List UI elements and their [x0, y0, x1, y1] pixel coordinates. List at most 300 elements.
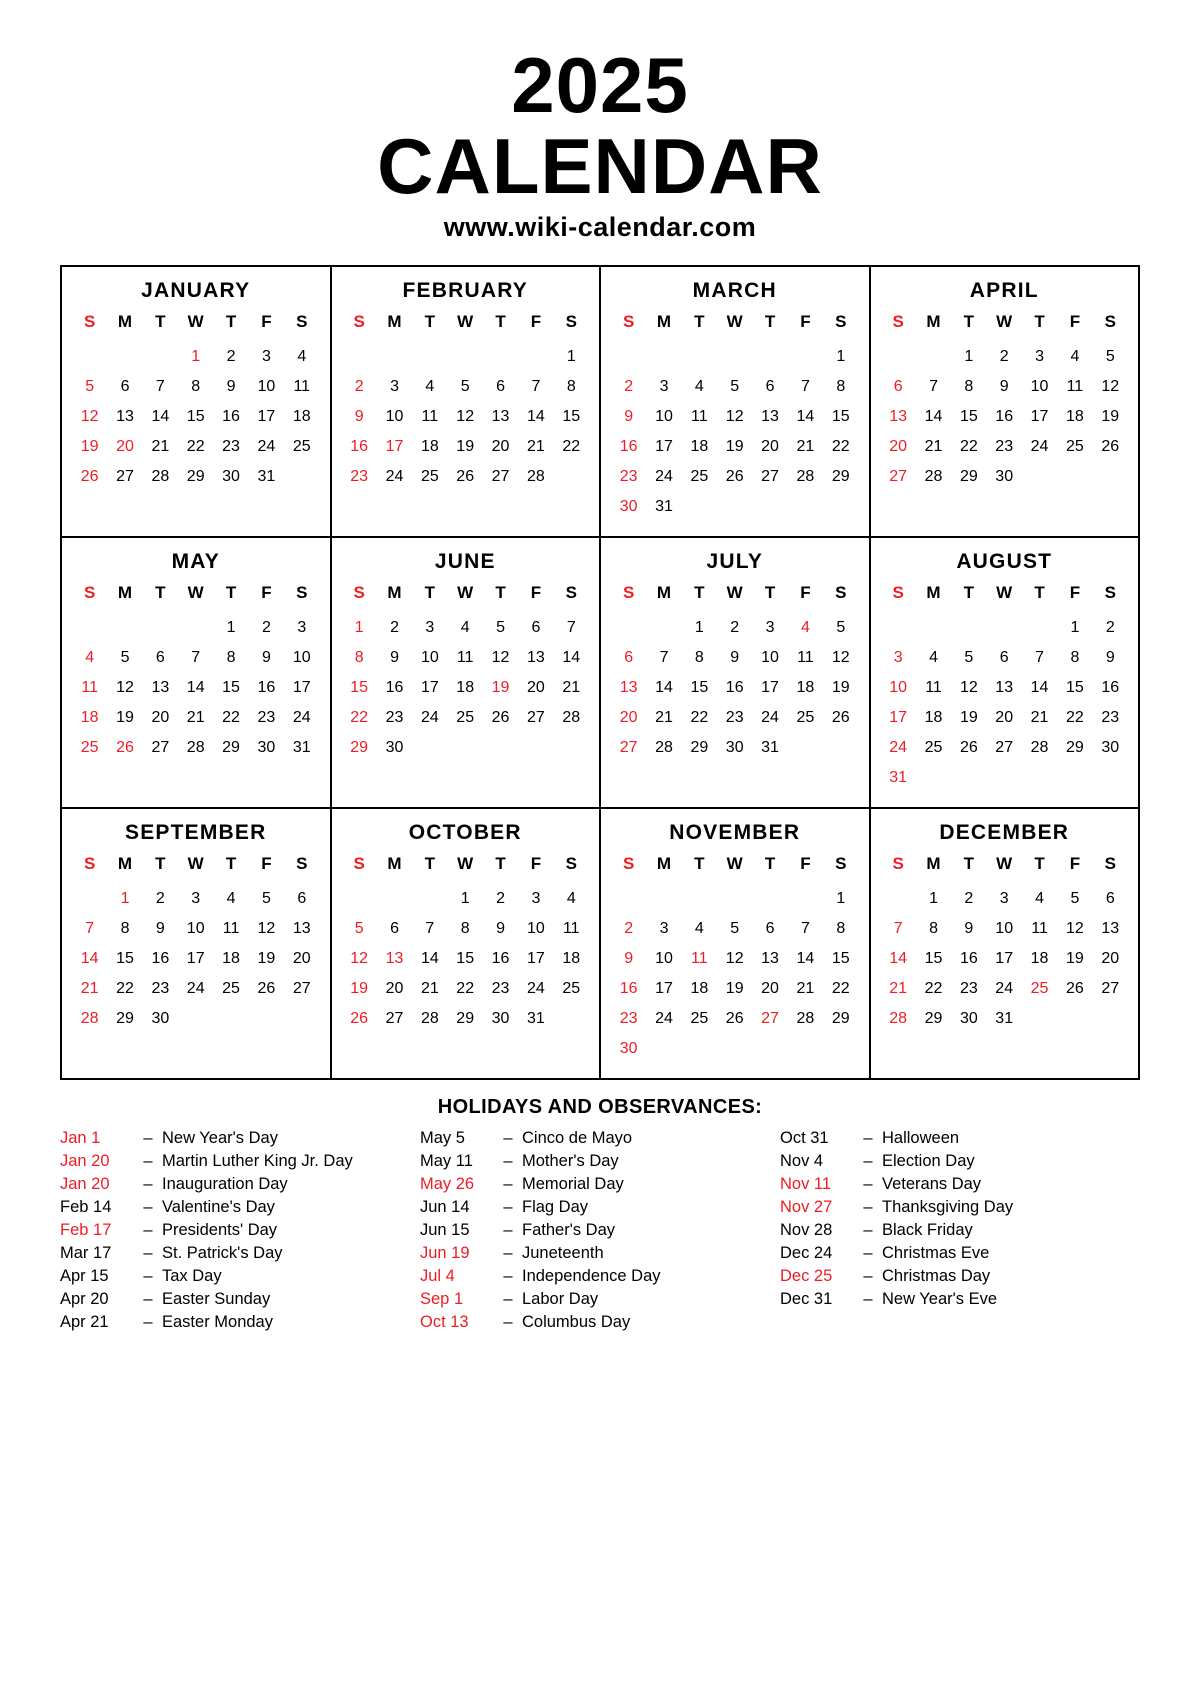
holiday-date: Oct 13 — [420, 1312, 469, 1331]
weekday-header: F — [261, 853, 272, 873]
day-cell: 24 — [385, 467, 404, 485]
weekday-header: F — [530, 853, 542, 873]
week-row — [72, 974, 320, 1004]
holiday-row — [420, 1150, 780, 1173]
day-cell: 30 — [619, 1039, 638, 1057]
day-cell-empty — [646, 884, 681, 914]
day-cell: 9 — [624, 949, 634, 967]
day-cell: 27 — [491, 467, 510, 485]
day-cell: 3 — [390, 377, 399, 395]
day-cell: 19 — [831, 678, 850, 696]
day-cell: 23 — [619, 467, 638, 485]
month-title: SEPTEMBER — [125, 820, 267, 844]
day-cell: 17 — [995, 949, 1014, 967]
day-cell: 23 — [725, 708, 744, 726]
week-row — [881, 1004, 1129, 1034]
day-cell: 8 — [694, 648, 704, 666]
calendar-grid — [60, 265, 1140, 1080]
day-cell: 8 — [929, 919, 938, 937]
day-cell: 13 — [1101, 919, 1120, 937]
day-cell: 2 — [964, 889, 974, 907]
day-cell: 16 — [725, 678, 744, 696]
weekday-header: M — [656, 853, 672, 873]
day-cell: 14 — [889, 949, 908, 967]
day-cell-empty — [788, 733, 823, 763]
weekday-header: W — [996, 582, 1013, 602]
day-cell-empty — [752, 1034, 787, 1064]
day-cell: 19 — [116, 708, 134, 726]
day-cell: 13 — [526, 648, 545, 666]
day-cell: 24 — [655, 1009, 673, 1027]
day-cell: 13 — [491, 407, 510, 425]
day-cell: 26 — [1065, 979, 1084, 997]
day-cell: 22 — [350, 708, 369, 726]
holiday-date: Nov 27 — [780, 1197, 833, 1216]
holiday-row — [780, 1127, 1140, 1150]
holiday-name: Flag Day — [522, 1197, 589, 1216]
day-cell: 21 — [796, 979, 815, 997]
day-cell: 17 — [655, 979, 673, 997]
day-cell-empty — [412, 733, 447, 763]
holiday-row — [60, 1173, 420, 1196]
month-block-february — [332, 267, 602, 536]
week-row — [72, 703, 320, 733]
day-cell: 8 — [226, 648, 236, 666]
day-cell: 23 — [350, 467, 369, 485]
weekday-header: S — [623, 853, 635, 873]
holiday-name: Labor Day — [522, 1289, 599, 1308]
holiday-date: Dec 31 — [780, 1289, 833, 1308]
day-cell-empty — [518, 733, 553, 763]
day-cell: 15 — [690, 678, 709, 696]
day-cell: 22 — [222, 708, 240, 726]
day-cell: 22 — [186, 437, 205, 455]
day-cell: 8 — [354, 648, 364, 666]
day-cell: 7 — [929, 377, 938, 395]
day-cell: 16 — [151, 949, 170, 967]
day-cell: 11 — [797, 648, 814, 666]
day-cell-empty — [1022, 462, 1057, 492]
week-row — [611, 342, 859, 372]
day-cell-empty — [881, 342, 916, 372]
day-cell-empty — [1022, 1004, 1057, 1034]
day-cell-empty — [178, 1004, 213, 1034]
day-cell: 27 — [1101, 979, 1120, 997]
day-cell: 6 — [297, 889, 307, 907]
day-cell: 27 — [761, 467, 779, 485]
weekday-header: T — [1034, 311, 1045, 331]
holiday-date: Jan 1 — [60, 1128, 101, 1147]
day-cell-empty — [752, 492, 787, 522]
day-cell: 27 — [761, 1009, 779, 1027]
day-cell: 22 — [456, 979, 475, 997]
week-row — [72, 914, 320, 944]
month-block-september — [62, 809, 332, 1078]
day-cell: 17 — [889, 708, 908, 726]
day-cell: 15 — [959, 407, 978, 425]
day-cell: 6 — [999, 648, 1009, 666]
day-cell: 20 — [526, 678, 545, 696]
week-row — [342, 402, 590, 432]
day-cell: 16 — [491, 949, 510, 967]
day-cell: 4 — [929, 648, 938, 666]
weekday-header: T — [1034, 853, 1045, 873]
holiday-date: Dec 24 — [780, 1243, 833, 1262]
weekday-header: S — [565, 311, 577, 331]
holiday-name: Father's Day — [522, 1220, 616, 1239]
holiday-name: Mother's Day — [522, 1151, 619, 1170]
day-cell-empty — [143, 342, 178, 372]
day-cell: 5 — [85, 377, 95, 395]
weekday-header: M — [117, 582, 133, 602]
holiday-date: Dec 25 — [780, 1266, 833, 1285]
holiday-dash: – — [503, 1220, 513, 1239]
day-cell: 6 — [390, 919, 399, 937]
week-row — [881, 733, 1129, 763]
week-row — [342, 703, 590, 733]
day-cell: 18 — [1030, 949, 1049, 967]
month-day-grid — [342, 312, 590, 492]
day-cell: 14 — [1030, 678, 1049, 696]
day-cell: 19 — [1065, 949, 1084, 967]
weekday-header: T — [764, 853, 776, 873]
day-cell: 12 — [959, 678, 978, 696]
month-block-march — [601, 267, 871, 536]
month-day-grid — [611, 583, 859, 763]
day-cell: 25 — [222, 979, 240, 997]
weekday-header: T — [495, 582, 506, 602]
page-header — [0, 0, 1200, 243]
week-row — [611, 944, 859, 974]
week-row — [611, 673, 859, 703]
day-cell: 20 — [995, 708, 1014, 726]
weekday-header: S — [835, 311, 847, 331]
day-cell: 4 — [800, 618, 810, 636]
weekday-header: T — [155, 853, 166, 873]
day-cell: 18 — [796, 678, 815, 696]
day-cell: 9 — [496, 919, 505, 937]
day-cell: 5 — [261, 889, 271, 907]
holiday-dash: – — [863, 1243, 873, 1262]
day-cell: 20 — [292, 949, 311, 967]
holiday-row — [420, 1265, 780, 1288]
holiday-name: Easter Monday — [162, 1312, 273, 1331]
day-cell-empty — [143, 613, 178, 643]
day-cell: 29 — [116, 1009, 134, 1027]
day-cell: 28 — [1030, 738, 1049, 756]
day-cell: 28 — [420, 1009, 439, 1027]
day-cell: 14 — [562, 648, 581, 666]
day-cell: 14 — [420, 949, 439, 967]
weekday-header: W — [457, 853, 474, 873]
day-cell: 8 — [566, 377, 576, 395]
day-cell: 18 — [690, 437, 709, 455]
day-cell: 9 — [261, 648, 271, 666]
day-cell: 6 — [531, 618, 541, 636]
day-cell: 12 — [1101, 377, 1120, 395]
holiday-row — [780, 1219, 1140, 1242]
weekday-header: T — [694, 853, 705, 873]
day-cell: 5 — [120, 648, 130, 666]
day-cell: 10 — [761, 648, 779, 666]
weekday-header: T — [424, 853, 436, 873]
day-cell: 6 — [155, 648, 165, 666]
day-cell: 3 — [1035, 347, 1044, 365]
day-cell: 31 — [995, 1009, 1014, 1027]
weekday-header: W — [726, 853, 743, 873]
holiday-row — [420, 1242, 780, 1265]
day-cell: 20 — [151, 708, 170, 726]
day-cell: 1 — [566, 347, 576, 365]
day-cell: 11 — [691, 407, 708, 425]
day-cell: 10 — [1030, 377, 1049, 395]
holiday-name: Tax Day — [162, 1266, 222, 1285]
day-cell: 9 — [1105, 648, 1115, 666]
day-cell: 21 — [924, 437, 943, 455]
day-cell: 12 — [725, 407, 744, 425]
day-cell-empty — [72, 884, 107, 914]
day-cell-empty — [107, 613, 142, 643]
weekday-header: W — [726, 311, 743, 331]
day-cell: 15 — [831, 949, 850, 967]
day-cell: 21 — [562, 678, 581, 696]
day-cell-empty — [213, 1004, 248, 1034]
week-row — [881, 372, 1129, 402]
week-row — [342, 643, 590, 673]
day-cell: 29 — [186, 467, 205, 485]
day-cell: 22 — [1065, 708, 1084, 726]
day-cell: 25 — [562, 979, 581, 997]
day-cell: 12 — [1065, 919, 1084, 937]
day-cell: 17 — [420, 678, 439, 696]
day-cell: 14 — [796, 949, 815, 967]
day-cell: 22 — [116, 979, 134, 997]
day-cell: 28 — [924, 467, 943, 485]
day-cell-empty — [1057, 1004, 1092, 1034]
day-cell: 8 — [191, 377, 201, 395]
day-cell: 15 — [831, 407, 850, 425]
day-cell: 19 — [725, 437, 744, 455]
day-cell-empty — [717, 492, 752, 522]
day-cell-empty — [554, 733, 589, 763]
month-day-grid — [72, 583, 320, 763]
holiday-date: May 11 — [420, 1151, 473, 1170]
day-cell: 30 — [995, 467, 1014, 485]
day-cell: 30 — [619, 497, 638, 515]
month-block-december — [871, 809, 1139, 1078]
weekday-header: T — [424, 582, 436, 602]
holiday-name: New Year's Eve — [882, 1289, 998, 1308]
day-cell: 9 — [354, 407, 364, 425]
day-cell-empty — [823, 733, 858, 763]
day-cell: 5 — [460, 377, 470, 395]
weekday-header: M — [656, 582, 672, 602]
day-cell: 2 — [354, 377, 364, 395]
holidays-columns — [60, 1127, 1140, 1334]
holiday-name: Columbus Day — [522, 1312, 631, 1331]
week-row — [342, 884, 590, 914]
day-cell-empty — [518, 342, 553, 372]
day-cell: 10 — [385, 407, 404, 425]
day-cell: 6 — [624, 648, 634, 666]
weekday-header: S — [353, 582, 365, 602]
weekday-header: T — [764, 311, 776, 331]
day-cell-empty — [1057, 462, 1092, 492]
day-cell: 19 — [456, 437, 475, 455]
day-cell: 20 — [116, 437, 134, 455]
day-cell: 9 — [155, 919, 165, 937]
week-row — [72, 1004, 320, 1034]
day-cell: 29 — [350, 738, 369, 756]
weekday-header: T — [495, 311, 506, 331]
week-row — [611, 733, 859, 763]
month-title: DECEMBER — [939, 820, 1070, 844]
day-cell: 27 — [292, 979, 311, 997]
day-cell: 26 — [80, 467, 99, 485]
month-title: JULY — [706, 549, 764, 573]
day-cell: 2 — [624, 919, 634, 937]
day-cell: 25 — [80, 738, 99, 756]
day-cell: 26 — [831, 708, 850, 726]
weekday-header: T — [963, 582, 975, 602]
week-row — [611, 372, 859, 402]
day-cell: 16 — [385, 678, 404, 696]
week-row — [881, 643, 1129, 673]
day-cell: 23 — [995, 437, 1014, 455]
month-title: JANUARY — [141, 278, 251, 302]
day-cell: 22 — [562, 437, 581, 455]
day-cell-empty — [788, 884, 823, 914]
day-cell: 10 — [655, 407, 673, 425]
day-cell: 21 — [80, 979, 99, 997]
day-cell: 18 — [292, 407, 311, 425]
holidays-column-3 — [780, 1127, 1140, 1334]
day-cell: 26 — [257, 979, 276, 997]
holiday-dash: – — [143, 1312, 153, 1331]
week-row — [881, 342, 1129, 372]
day-cell: 3 — [999, 889, 1009, 907]
day-cell: 11 — [293, 377, 311, 395]
week-row — [611, 914, 859, 944]
day-cell-empty — [342, 884, 377, 914]
day-cell: 30 — [151, 1009, 170, 1027]
day-cell: 3 — [261, 347, 271, 365]
day-cell: 26 — [725, 1009, 744, 1027]
day-cell: 4 — [226, 889, 236, 907]
week-row — [72, 432, 320, 462]
day-cell: 3 — [893, 648, 903, 666]
day-cell: 10 — [655, 949, 673, 967]
day-cell-empty — [412, 342, 447, 372]
day-cell: 23 — [151, 979, 170, 997]
day-cell-empty — [377, 342, 412, 372]
holiday-dash: – — [503, 1151, 513, 1170]
day-cell: 13 — [995, 678, 1014, 696]
weekday-header: F — [530, 311, 542, 331]
weekday-header: T — [155, 582, 166, 602]
day-cell-empty — [646, 1034, 681, 1064]
day-cell: 7 — [659, 648, 669, 666]
day-cell: 14 — [655, 678, 673, 696]
holiday-row — [420, 1196, 780, 1219]
week-row — [72, 643, 320, 673]
holiday-date: Mar 17 — [60, 1243, 112, 1262]
day-cell: 6 — [893, 377, 903, 395]
holiday-row — [60, 1242, 420, 1265]
holiday-date: Apr 21 — [60, 1312, 109, 1331]
month-title: MAY — [171, 549, 220, 573]
month-block-august — [871, 538, 1139, 807]
weekday-header: S — [565, 853, 577, 873]
day-cell: 16 — [1101, 678, 1120, 696]
day-cell: 7 — [800, 377, 810, 395]
day-cell: 18 — [562, 949, 581, 967]
day-cell-empty — [611, 342, 646, 372]
day-cell: 14 — [924, 407, 943, 425]
weekday-header: W — [457, 582, 474, 602]
day-cell: 30 — [385, 738, 404, 756]
day-cell-empty — [682, 342, 717, 372]
day-cell: 8 — [120, 919, 130, 937]
day-cell-empty — [1022, 763, 1057, 793]
day-cell: 12 — [116, 678, 134, 696]
weekday-header: T — [963, 853, 975, 873]
day-cell: 7 — [85, 919, 95, 937]
week-row — [342, 944, 590, 974]
day-cell: 27 — [116, 467, 134, 485]
day-cell: 26 — [491, 708, 510, 726]
day-cell: 2 — [390, 618, 399, 636]
day-cell: 21 — [655, 708, 673, 726]
day-cell: 21 — [151, 437, 170, 455]
weekday-header: F — [800, 582, 811, 602]
day-cell: 4 — [425, 377, 435, 395]
day-cell: 16 — [959, 949, 978, 967]
day-cell: 15 — [222, 678, 240, 696]
day-cell: 13 — [761, 949, 779, 967]
site-url: www.wiki-calendar.com — [443, 211, 757, 242]
week-row — [342, 372, 590, 402]
day-cell: 30 — [491, 1009, 510, 1027]
day-cell: 29 — [456, 1009, 475, 1027]
holiday-row — [420, 1219, 780, 1242]
holiday-name: New Year's Day — [162, 1128, 278, 1147]
weekday-header: T — [225, 311, 237, 331]
day-cell: 24 — [186, 979, 205, 997]
day-cell: 24 — [889, 738, 908, 756]
day-cell: 23 — [619, 1009, 638, 1027]
day-cell: 11 — [691, 949, 708, 967]
holiday-dash: – — [503, 1174, 513, 1193]
weekday-header: S — [1104, 311, 1116, 331]
day-cell: 29 — [959, 467, 978, 485]
day-cell: 7 — [893, 919, 903, 937]
holiday-date: Nov 4 — [780, 1151, 824, 1170]
day-cell-empty — [483, 733, 518, 763]
day-cell-empty — [823, 1034, 858, 1064]
day-cell: 28 — [562, 708, 581, 726]
week-row — [611, 703, 859, 733]
day-cell-empty — [284, 462, 319, 492]
holiday-date: Oct 31 — [780, 1128, 829, 1147]
weekday-header: T — [694, 582, 705, 602]
weekday-header: S — [892, 582, 904, 602]
day-cell-empty — [483, 342, 518, 372]
holiday-dash: – — [143, 1220, 153, 1239]
day-cell: 6 — [1105, 889, 1115, 907]
day-cell: 20 — [889, 437, 908, 455]
holiday-dash: – — [143, 1266, 153, 1285]
